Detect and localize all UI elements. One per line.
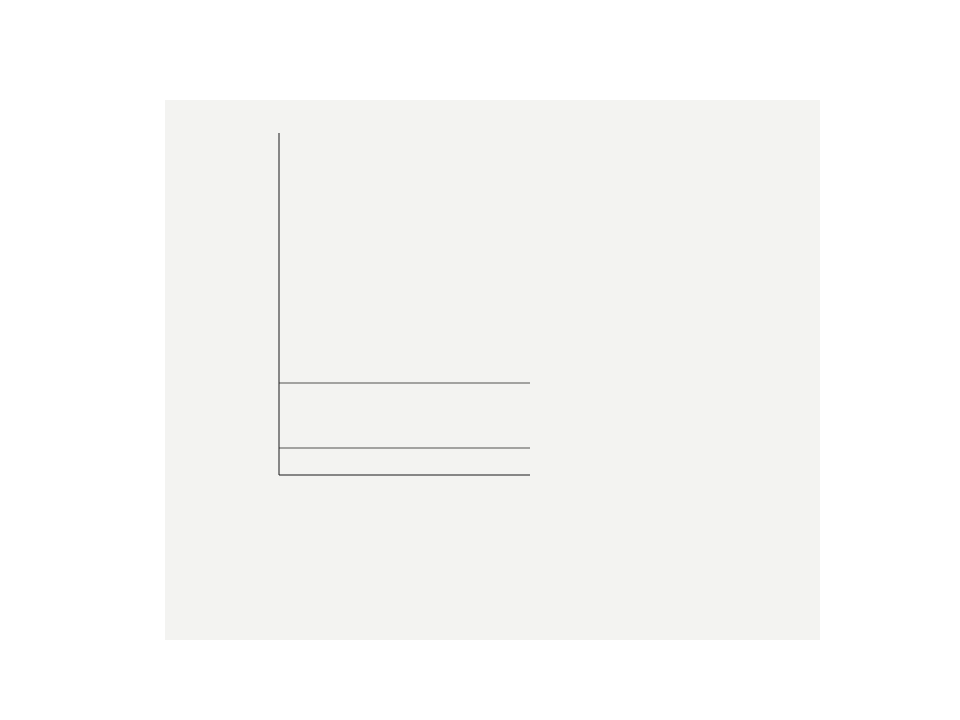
absorption-plot [279,133,530,384]
figure-caption [220,518,800,535]
difference-plot [279,384,530,475]
